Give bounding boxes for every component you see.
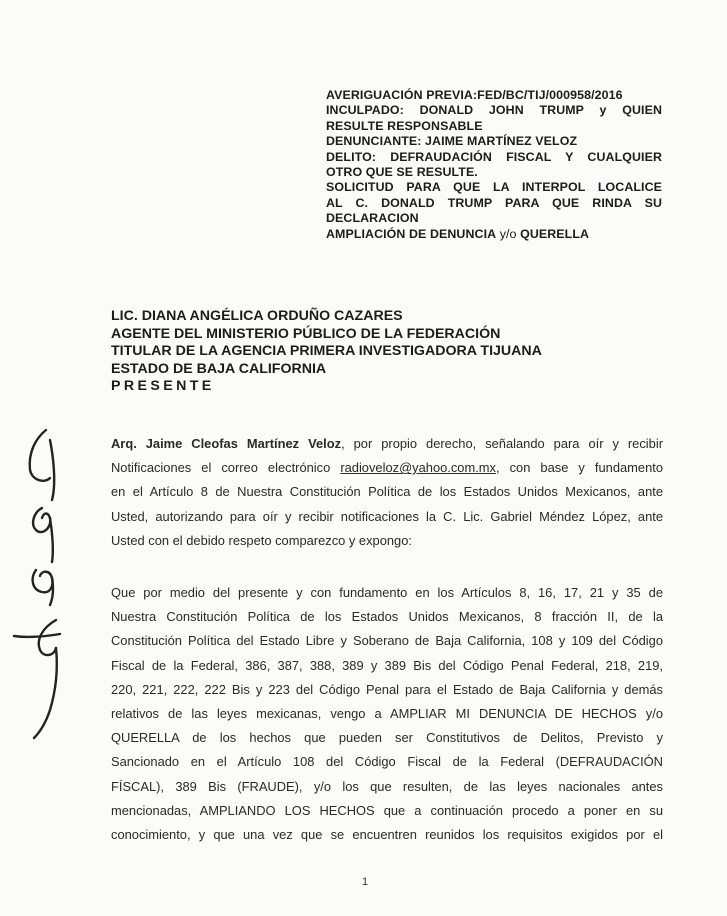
paragraph-line: FÍSCAL), 389 Bis (FRAUDE), y/o los que resulten, de las leyes nacionales antes bbox=[111, 778, 663, 794]
paragraph-line bbox=[111, 456, 663, 480]
request-line-3: DECLARACION bbox=[326, 211, 419, 226]
addressee-agency: TITULAR DE LA AGENCIA PRIMERA INVESTIGADORA TIJUANA bbox=[111, 343, 542, 359]
paragraph-line: en el Artículo 8 de Nuestra Constitución Política de los Estados Unidos Mexicanos, ante bbox=[111, 484, 663, 500]
paragraph-line: Sancionado en el Artículo 108 del Código Fiscal de la Federal (DEFRAUDACIÓN bbox=[111, 754, 663, 770]
page-number: 1 bbox=[361, 876, 369, 888]
paragraph-line: Constitución Política del Estado Libre y Soberano de Baja California, 108 y 109 del Código bbox=[111, 633, 663, 649]
addressee-role: AGENTE DEL MINISTERIO PÚBLICO DE LA FEDERACIÓN bbox=[111, 325, 501, 342]
handwritten-signature-icon bbox=[6, 400, 68, 740]
complainant-line: DENUNCIANTE: JAIME MARTÍNEZ VELOZ bbox=[326, 134, 578, 149]
case-header bbox=[326, 88, 662, 242]
paragraph-line: Usted con el debido respeto comparezco y expongo: bbox=[111, 532, 412, 548]
paragraph-line: Que por medio del presente y con fundamento en los Artículos 8, 16, 17, 21 y 35 de bbox=[111, 585, 663, 600]
presente-label: PRESENTE bbox=[111, 378, 215, 394]
addressee-state: ESTADO DE BAJA CALIFORNIA bbox=[111, 360, 327, 377]
paragraph-line: mencionadas, AMPLIANDO LOS HECHOS que a continuación procedo a poner en su bbox=[111, 802, 663, 818]
paragraph-line bbox=[111, 432, 663, 456]
line-text: , por propio derecho, señalando para oír y recibir bbox=[341, 436, 663, 451]
line-text: Notificaciones el correo electrónico bbox=[111, 460, 341, 476]
body-paragraph bbox=[111, 581, 663, 847]
offense-line-2: OTRO QUE SE RESULTE. bbox=[326, 165, 478, 180]
addressee-block bbox=[111, 308, 631, 396]
accused-line: INCULPADO: DONALD JOHN TRUMP y QUIEN bbox=[326, 103, 662, 118]
line-text: , con base y fundamento bbox=[495, 460, 663, 476]
addressee-name: LIC. DIANA ANGÉLICA ORDUÑO CAZARES bbox=[111, 308, 403, 324]
email-link[interactable]: radioveloz@yahoo.com.mx bbox=[340, 460, 496, 476]
case-number: AVERIGUACIÓN PREVIA:FED/BC/TIJ/000958/2016 bbox=[326, 88, 623, 102]
ampliacion-end: QUERELLA bbox=[520, 226, 590, 241]
paragraph-line: Fiscal de la Federal, 386, 387, 388, 389 y 389 Bis del Código Penal Federal, 218, 219, bbox=[111, 657, 663, 673]
paragraph-line: 220, 221, 222, 222 Bis y 223 del Código Penal para el Estado de Baja California y demás bbox=[111, 681, 663, 697]
ampliacion-connector: y/o bbox=[496, 226, 521, 241]
intro-paragraph bbox=[111, 432, 663, 553]
paragraph-line: QUERELLA de los hechos que pueden ser Constitutivos de Delitos, Previsto y bbox=[111, 730, 663, 746]
paragraph-line: Usted, autorizando para oír y recibir notificaciones la C. Lic. Gabriel Méndez López, ante bbox=[111, 508, 663, 524]
paragraph-line: Nuestra Constitución Política de los Estados Unidos Mexicanos, 8 fracción II, de la bbox=[111, 609, 663, 625]
request-line: SOLICITUD PARA QUE LA INTERPOL LOCALICE bbox=[326, 180, 662, 195]
request-line-2: AL C. DONALD TRUMP PARA QUE RINDA SU bbox=[326, 195, 662, 210]
accused-line-2: RESULTE RESPONSABLE bbox=[326, 118, 483, 133]
sender-name: Arq. Jaime Cleofas Martínez Veloz bbox=[111, 436, 342, 451]
paragraph-line: conocimiento, y que una vez que se encuentren reunidos los requisitos exigidos por el bbox=[111, 827, 663, 843]
ampliacion-line bbox=[326, 227, 662, 242]
ampliacion-bold: AMPLIACIÓN DE DENUNCIA bbox=[326, 226, 497, 241]
paragraph-line: relativos de las leyes mexicanas, vengo a AMPLIAR MI DENUNCIA DE HECHOS y/o bbox=[111, 706, 663, 722]
offense-line: DELITO: DEFRAUDACIÓN FISCAL Y CUALQUIER bbox=[326, 149, 662, 164]
